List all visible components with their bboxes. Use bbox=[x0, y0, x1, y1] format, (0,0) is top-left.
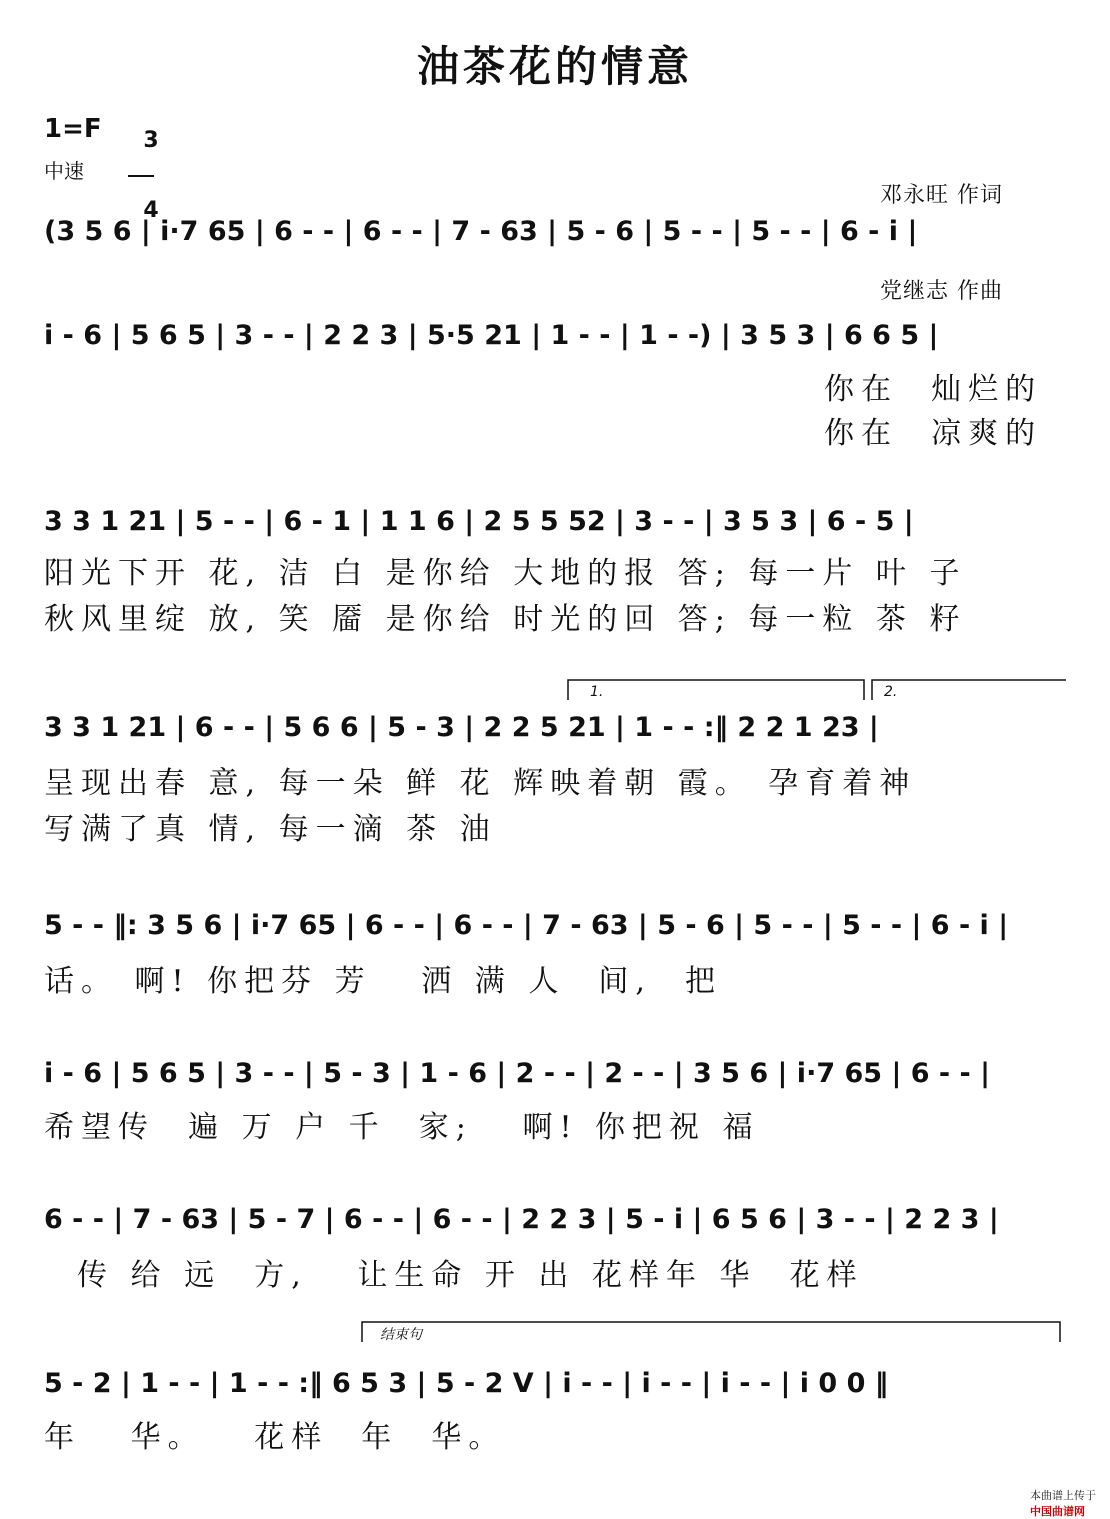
volta-2-label: 2. bbox=[884, 684, 898, 700]
system-8-notes: 5 - 2 | 1 - - | 1 - - :‖ 6 5 3 | 5 - 2 V | i - - | i - - | i - - | i 0 0 ‖ bbox=[44, 1368, 889, 1399]
system-4-lyrics-verse-1: 呈现出春 意, 每一朵 鲜 花 辉映着朝 霞。 孕育着神 bbox=[44, 766, 917, 801]
time-signature-bottom: 4 bbox=[143, 198, 159, 223]
system-7-notes: 6 - - | 7 - 63 | 5 - 7 | 6 - - | 6 - - | 2 2 3 | 5 - i | 6 5 6 | 3 - - | 2 2 3 | bbox=[44, 1204, 999, 1235]
system-2-lyrics-verse-1: 你在 灿烂的 bbox=[824, 372, 1043, 407]
system-7-lyrics: 传 给 远 方, 让生命 开 出 花样年 华 花样 bbox=[44, 1258, 864, 1293]
song-title: 油茶花的情意 bbox=[416, 42, 693, 91]
volta-1-bracket bbox=[568, 680, 864, 700]
lyricist: 邓永旺 作词 bbox=[880, 183, 1003, 208]
system-5-notes: 5 - - ‖: 3 5 6 | i·7 65 | 6 - - | 6 - - | 7 - 63 | 5 - 6 | 5 - - | 5 - - | 6 - i | bbox=[44, 910, 1009, 941]
system-3-lyrics-verse-1: 阳光下开 花, 洁 白 是你给 大地的报 答; 每一片 叶 子 bbox=[44, 556, 967, 591]
tempo-marking: 中速 bbox=[44, 159, 84, 183]
ending-bracket bbox=[362, 1322, 1060, 1342]
composer: 党继志 作曲 bbox=[880, 279, 1003, 304]
system-2-lyrics-verse-2: 你在 凉爽的 bbox=[824, 416, 1043, 451]
key-signature: 1=F bbox=[44, 114, 102, 144]
volta-1-label: 1. bbox=[590, 684, 604, 700]
time-signature-top: 3 bbox=[143, 128, 159, 153]
system-3-notes: 3 3 1 21 | 5 - - | 6 - 1 | 1 1 6 | 2 5 5 52 | 3 - - | 3 5 3 | 6 - 5 | bbox=[44, 506, 914, 537]
system-4-lyrics-verse-2: 写满了真 情, 每一滴 茶 油 bbox=[44, 812, 497, 847]
system-4-notes: 3 3 1 21 | 6 - - | 5 6 6 | 5 - 3 | 2 2 5 21 | 1 - - :‖ 2 2 1 23 | bbox=[44, 712, 879, 743]
system-5-lyrics: 话。 啊! 你把芬 芳 洒 满 人 间, 把 bbox=[44, 964, 723, 999]
footer-text: 本曲谱上传于 bbox=[1030, 1489, 1096, 1502]
ending-label: 结束句 bbox=[380, 1327, 422, 1343]
system-8-lyrics: 年 华。 花样 年 华。 bbox=[44, 1420, 506, 1455]
system-3-lyrics-verse-2: 秋风里绽 放, 笑 靥 是你给 时光的回 答; 每一粒 茶 籽 bbox=[44, 602, 967, 637]
footer-site[interactable]: 中国曲谱网 bbox=[1030, 1505, 1085, 1518]
system-2-notes: i - 6 | 5 6 5 | 3 - - | 2 2 3 | 5·5 21 | 1 - - | 1 - -) | 3 5 3 | 6 6 5 | bbox=[44, 320, 939, 351]
volta-2-bracket bbox=[872, 680, 1066, 700]
system-6-lyrics: 希望传 遍 万 户 千 家; 啊! 你把祝 福 bbox=[44, 1110, 760, 1145]
system-1-notes: (3 5 6 | i·7 65 | 6 - - | 6 - - | 7 - 63 | 5 - 6 | 5 - - | 5 - - | 6 - i | bbox=[44, 216, 918, 247]
system-6-notes: i - 6 | 5 6 5 | 3 - - | 5 - 3 | 1 - 6 | 2 - - | 2 - - | 3 5 6 | i·7 65 | 6 - - | bbox=[44, 1058, 991, 1089]
footer bbox=[1023, 1474, 1096, 1519]
